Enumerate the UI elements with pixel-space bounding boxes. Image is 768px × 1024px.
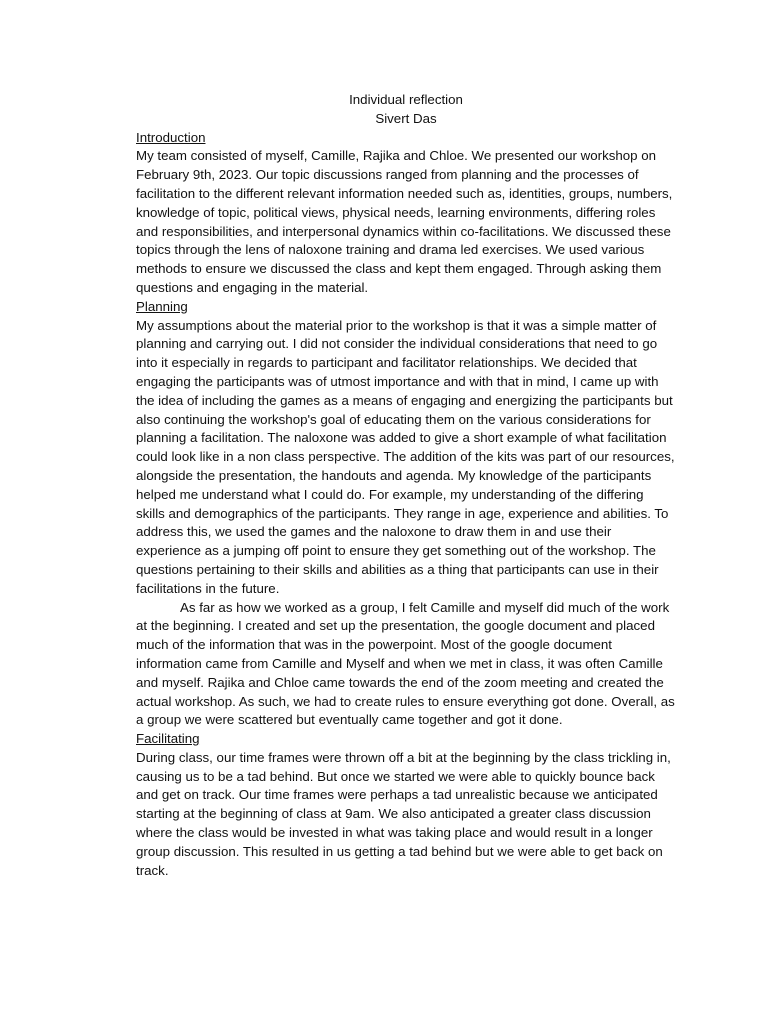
introduction-paragraph: My team consisted of myself, Camille, Rajika and Chloe. We presented our workshop on February 9th, 2023. Our topic discussions ranged from planning and the processes of facilitation to the different relevant information needed such as, identities, groups, numbers, knowledge of topic, political views, physical needs, learning environments, differing roles and responsibilities, and interpersonal dynamics within co-facilitations. We discussed these topics through the lens of naloxone training and drama led exercises. We used various methods to ensure we discussed the class and kept them engaged. Through asking them questions and engaging in the material. [136, 148, 673, 295]
document-author: Sivert Das [375, 110, 437, 126]
section-heading-facilitating: Facilitating [136, 731, 200, 747]
document-title: Individual reflection [349, 92, 463, 107]
planning-paragraph-1: My assumptions about the material prior to the workshop is that it was a simple matter of planning and carrying out. I did not consider the individual considerations that need to go into it especially in regards to participant and facilitator relationships. We decided that engaging the participants was of utmost importance and with that in mind, I came up with the idea of including the games as a means of engaging and energizing the participants but also continuing the workshop's goal of educating them on the various considerations for planning a facilitation. The naloxone was added to give a short example of what facilitation could look like in a non class perspective. The addition of the kits was part of our resources, alongside the presentation, the handouts and agenda. My knowledge of the participants helped me understand what I could do. For example, my understanding of the differing skills and demographics of the participants. They range in age, experience and abilities. To address this, we used the games and the naloxone to draw them in and use their experience as a jumping off point to ensure they get something out of the workshop. The questions pertaining to their skills and abilities as a thing that participants can use in their facilitations in the future. [136, 317, 675, 596]
planning-paragraph-2: As far as how we worked as a group, I felt Camille and myself did much of the work at the beginning. I created and set up the presentation, the google document and placed much of the information that was in the powerpoint. Most of the google document information came from Camille and Myself and when we met in class, it was often Camille and myself. Rajika and Chloe came towards the end of the zoom meeting and created the actual workshop. As such, we had to create rules to ensure everything got done. Overall, as a group we were scattered but eventually came together and got it done. [136, 599, 675, 728]
section-heading-planning: Planning [136, 298, 188, 314]
document-page [136, 91, 676, 880]
section-heading-introduction: Introduction [136, 129, 206, 145]
facilitating-paragraph: During class, our time frames were thrown off a bit at the beginning by the class trickling in, causing us to be a tad behind. But once we started we were able to quickly bounce back and get on track. Our time frames were perhaps a tad unrealistic because we anticipated starting at the beginning of class at 9am. We also anticipated a greater class discussion where the class would be invested in what was taking place and would result in a longer group discussion. This resulted in us getting a tad behind but we were able to get back on track. [136, 749, 671, 878]
